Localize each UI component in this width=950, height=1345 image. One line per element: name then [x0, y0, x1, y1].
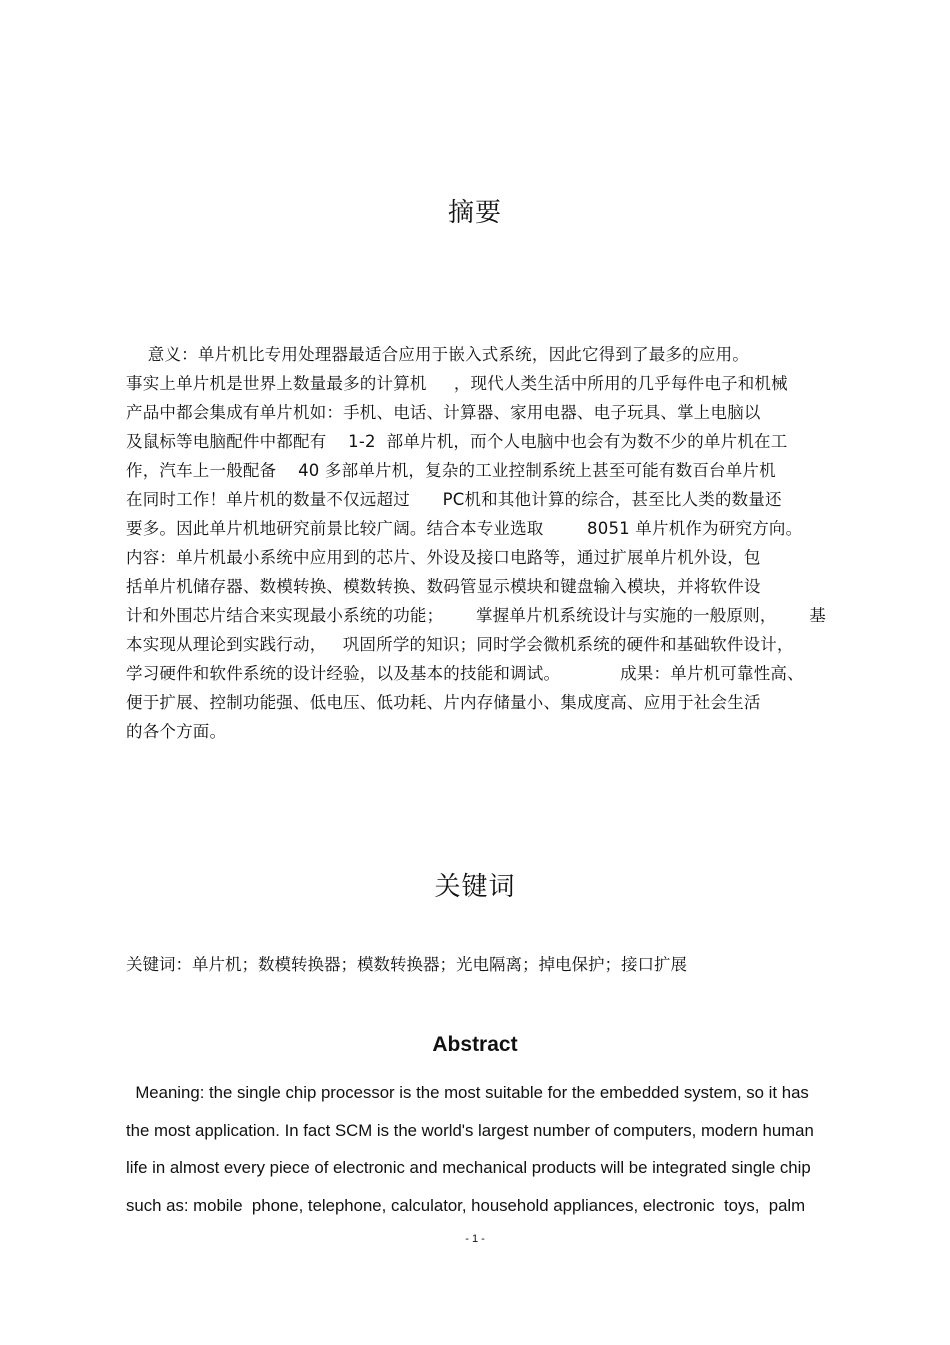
page-number: - 1 -	[465, 1233, 485, 1245]
keywords-title: 关键词	[434, 872, 516, 902]
abstract-cn-line: 学习硬件和软件系统的设计经验，以及基本的技能和调试。 成果：单片机可靠性高、	[126, 664, 804, 683]
abstract-cn-line: 作，汽车上一般配备 40 多部单片机，复杂的工业控制系统上甚至可能有数百台单片机	[126, 461, 776, 480]
abstract-en-line: such as: mobile phone, telephone, calculator, household appliances, electronic toys, palm	[126, 1195, 806, 1215]
abstract-cn-line: 括单片机储存器、数模转换、模数转换、数码管显示模块和键盘输入模块，并将软件设	[126, 577, 761, 596]
abstract-cn-line: 内容：单片机最小系统中应用到的芯片、外设及接口电路等，通过扩展单片机外设，包	[126, 548, 761, 567]
abstract-en-title: Abstract	[432, 1033, 518, 1056]
abstract-cn-line: 在同时工作！单片机的数量不仅远超过 PC机和其他计算的综合，甚至比人类的数量还	[126, 490, 782, 509]
abstract-cn-line: 及鼠标等电脑配件中都配有 1-2 部单片机，而个人电脑中也会有为数不少的单片机在工	[126, 432, 788, 451]
abstract-cn-line: 事实上单片机是世界上数量最多的计算机 ，现代人类生活中所用的几乎每件电子和机械	[126, 374, 788, 393]
abstract-cn-line: 产品中都会集成有单片机如：手机、电话、计算器、家用电器、电子玩具、掌上电脑以	[126, 403, 761, 422]
keywords-line: 关键词：单片机；数模转换器；模数转换器；光电隔离；掉电保护；接口扩展	[126, 955, 687, 974]
abstract-en-line: life in almost every piece of electronic and mechanical products will be integrated single chip	[126, 1158, 811, 1177]
abstract-cn-line: 计和外围芯片结合来实现最小系统的功能； 掌握单片机系统设计与实施的一般原则， 基	[126, 606, 826, 625]
abstract-en-line: Meaning: the single chip processor is the most suitable for the embedded system, so it has	[126, 1083, 809, 1102]
abstract-en-line: the most application. In fact SCM is the world's largest number of computers, modern human	[126, 1120, 814, 1140]
abstract-cn-line: 意义：单片机比专用处理器最适合应用于嵌入式系统，因此它得到了最多的应用。	[126, 345, 749, 364]
abstract-cn-line: 的各个方面。	[126, 722, 227, 741]
abstract-cn-line: 要多。因此单片机地研究前景比较广阔。结合本专业选取 8051 单片机作为研究方向。	[126, 519, 803, 538]
abstract-cn-title: 摘要	[447, 198, 502, 228]
abstract-cn-line: 便于扩展、控制功能强、低电压、低功耗、片内存储量小、集成度高、应用于社会生活	[126, 693, 761, 712]
abstract-cn-body	[126, 340, 856, 746]
abstract-en-body	[126, 1074, 866, 1224]
abstract-cn-line: 本实现从理论到实践行动， 巩固所学的知识；同时学会微机系统的硬件和基础软件设计，	[126, 635, 794, 654]
